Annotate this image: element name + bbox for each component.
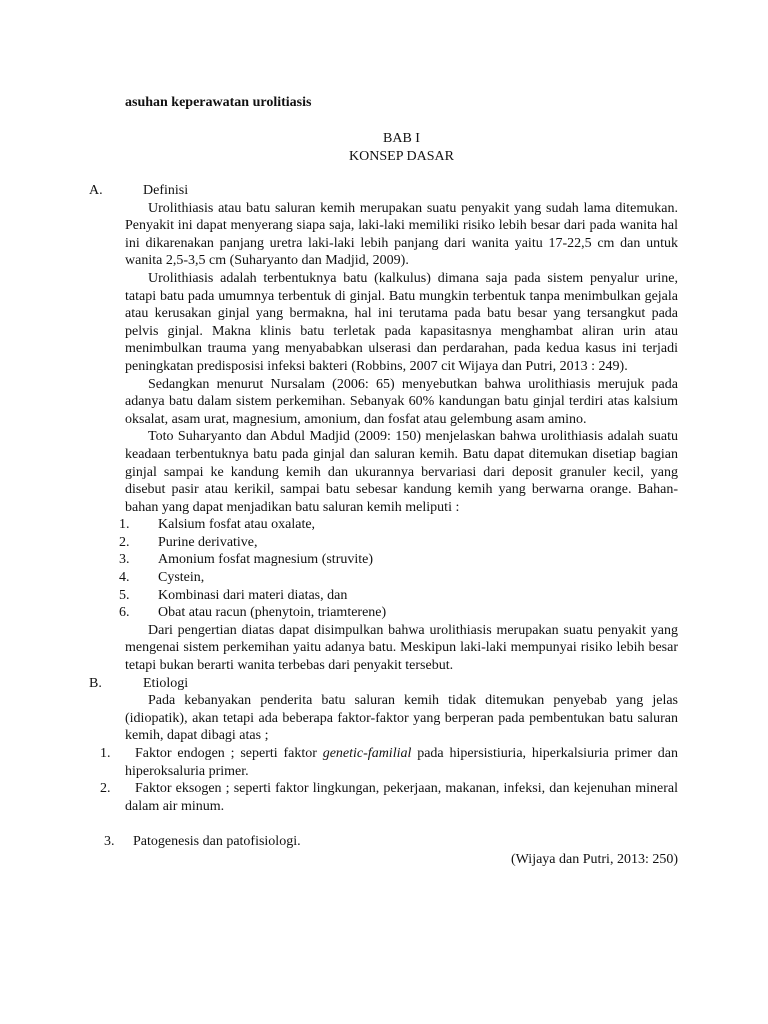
- factor-1-text-post: pada hipersistiuria, hiperkalsiuria primer dan hiperoksaluria primer.: [125, 746, 678, 779]
- chapter-title: KONSEP DASAR: [349, 149, 454, 164]
- factor-1-italic-term: genetic-familial: [322, 746, 412, 761]
- list-item-text: Kalsium fosfat atau oxalate,: [158, 517, 316, 533]
- paragraph-6: Pada kebanyakan penderita batu saluran kemih tidak ditemukan penyebab yang jelas (idiopatik), akan tetapi ada beberapa faktor-faktor yang berperan pada pembentukan batu saluran kemih, dapat dibagi atas ;: [125, 693, 678, 744]
- material-list: [0, 516, 768, 622]
- section-b-heading: [0, 675, 768, 693]
- section-a-heading: [0, 182, 768, 200]
- factor-item-2: [100, 780, 678, 815]
- factor-item-1: [100, 745, 678, 780]
- list-item-number: 4.: [119, 570, 130, 586]
- paragraph-3: Sedangkan menurut Nursalam (2006: 65) menyebutkan bahwa urolithiasis merujuk pada adanya batu dalam sistem perkemihan. Sebanyak 60% kandungan batu ginjal terdiri atas kalsium oksalat, asam urat, magnesium, amonium, dan fosfat atau gelembung asam amino.: [125, 376, 678, 427]
- item-3-text: Patogenesis dan patofisiologi.: [133, 833, 301, 849]
- list-item-text: Amonium fosfat magnesium (struvite): [158, 552, 374, 568]
- factor-1-text-pre: Faktor endogen ; seperti faktor: [135, 746, 323, 761]
- spacer: [0, 815, 768, 833]
- document-title: asuhan keperawatan urolitiasis: [125, 95, 312, 110]
- list-item-number: 6.: [119, 605, 130, 621]
- item-3-number: 3.: [104, 833, 115, 849]
- list-item-text: Cystein,: [158, 570, 205, 586]
- list-item-text: Obat atau racun (phenytoin, triamterene): [158, 605, 387, 621]
- document-body: [0, 182, 768, 868]
- list-item-number: 5.: [119, 587, 130, 603]
- list-item: [0, 569, 768, 587]
- list-item: [0, 516, 768, 534]
- list-item-number: 1.: [119, 517, 130, 533]
- list-item: [0, 534, 768, 552]
- paragraph-1: Urolithiasis atau batu saluran kemih merupakan suatu penyakit yang sudah lama ditemukan. Penyakit ini dapat menyerang siapa saja, laki-laki memiliki risiko lebih besar dari pada wanita hal ini dikarenakan panjang uretra laki-laki lebih panjang dari wanita yaitu 17-22,5 cm dan untuk wanita 2,5-3,5 cm (Suharyanto dan Madjid, 2009).: [125, 200, 678, 269]
- paragraph-2: Urolithiasis adalah terbentuknya batu (kalkulus) dimana saja pada sistem penyalur urine, tatapi batu pada umumnya terbentuk di ginjal. Batu mungkin terbentuk tanpa menimbulkan gejala atau kerusakan ginjal yang bermakna, hal ini terutama pada batu besar yang tersangkut pada pelvis ginjal. Makna klinis batu terletak pada kapasitasnya menghambat aliran urin atau menimbulkan trauma yang menyababkan ulserasi dan perdarahan, pada kedua kasus ini terjadi peningkatan predisposisi infeksi bakteri (Robbins, 2007 cit Wijaya dan Putri, 2013 : 249).: [125, 270, 678, 374]
- section-a-letter: A.: [89, 183, 103, 198]
- factor-1-number: 1.: [100, 746, 111, 761]
- citation: (Wijaya dan Putri, 2013: 250): [510, 851, 678, 867]
- paragraph-5: Dari pengertian diatas dapat disimpulkan bahwa urolithiasis merupakan suatu penyakit yang mengenai sistem perkemihan yaitu adanya batu. Meskipun laki-laki mempunyai risiko lebih besar tetapi bukan berarti wanita terbebas dari penyakit tersebut.: [125, 622, 678, 674]
- factor-2-number: 2.: [100, 781, 111, 797]
- factor-2-text: Faktor eksogen ; seperti faktor lingkungan, pekerjaan, makanan, infeksi, dan kejenuhan mineral dalam air minum.: [125, 781, 678, 814]
- list-item-number: 3.: [119, 552, 130, 568]
- paragraph-4: Toto Suharyanto dan Abdul Madjid (2009: 150) menjelaskan bahwa urolithiasis adalah suatu keadaan terbentuknya batu pada ginjal dan saluran kemih. Batu dapat ditemukan disetiap bagian ginjal sampai ke kandung kemih dan ukurannya bervariasi dari deposit granuler kecil, yang disebut pasir atau kerikil, sampai batu sebesar kandung kemih yang berwarna orange. Bahan-bahan yang dapat menjadikan batu saluran kemih meliputi :: [125, 429, 678, 515]
- list-item: [0, 551, 768, 569]
- list-item: [0, 604, 768, 622]
- list-item-text: Purine derivative,: [158, 534, 258, 550]
- list-item-text: Kombinasi dari materi diatas, dan: [158, 587, 348, 603]
- section-b-label: Etiologi: [143, 675, 189, 691]
- section-a-label: Definisi: [143, 183, 189, 198]
- list-item: [0, 587, 768, 605]
- list-item-number: 2.: [119, 534, 130, 550]
- item-3: [0, 833, 768, 851]
- section-b-letter: B.: [89, 675, 102, 691]
- chapter-number: BAB I: [383, 131, 420, 146]
